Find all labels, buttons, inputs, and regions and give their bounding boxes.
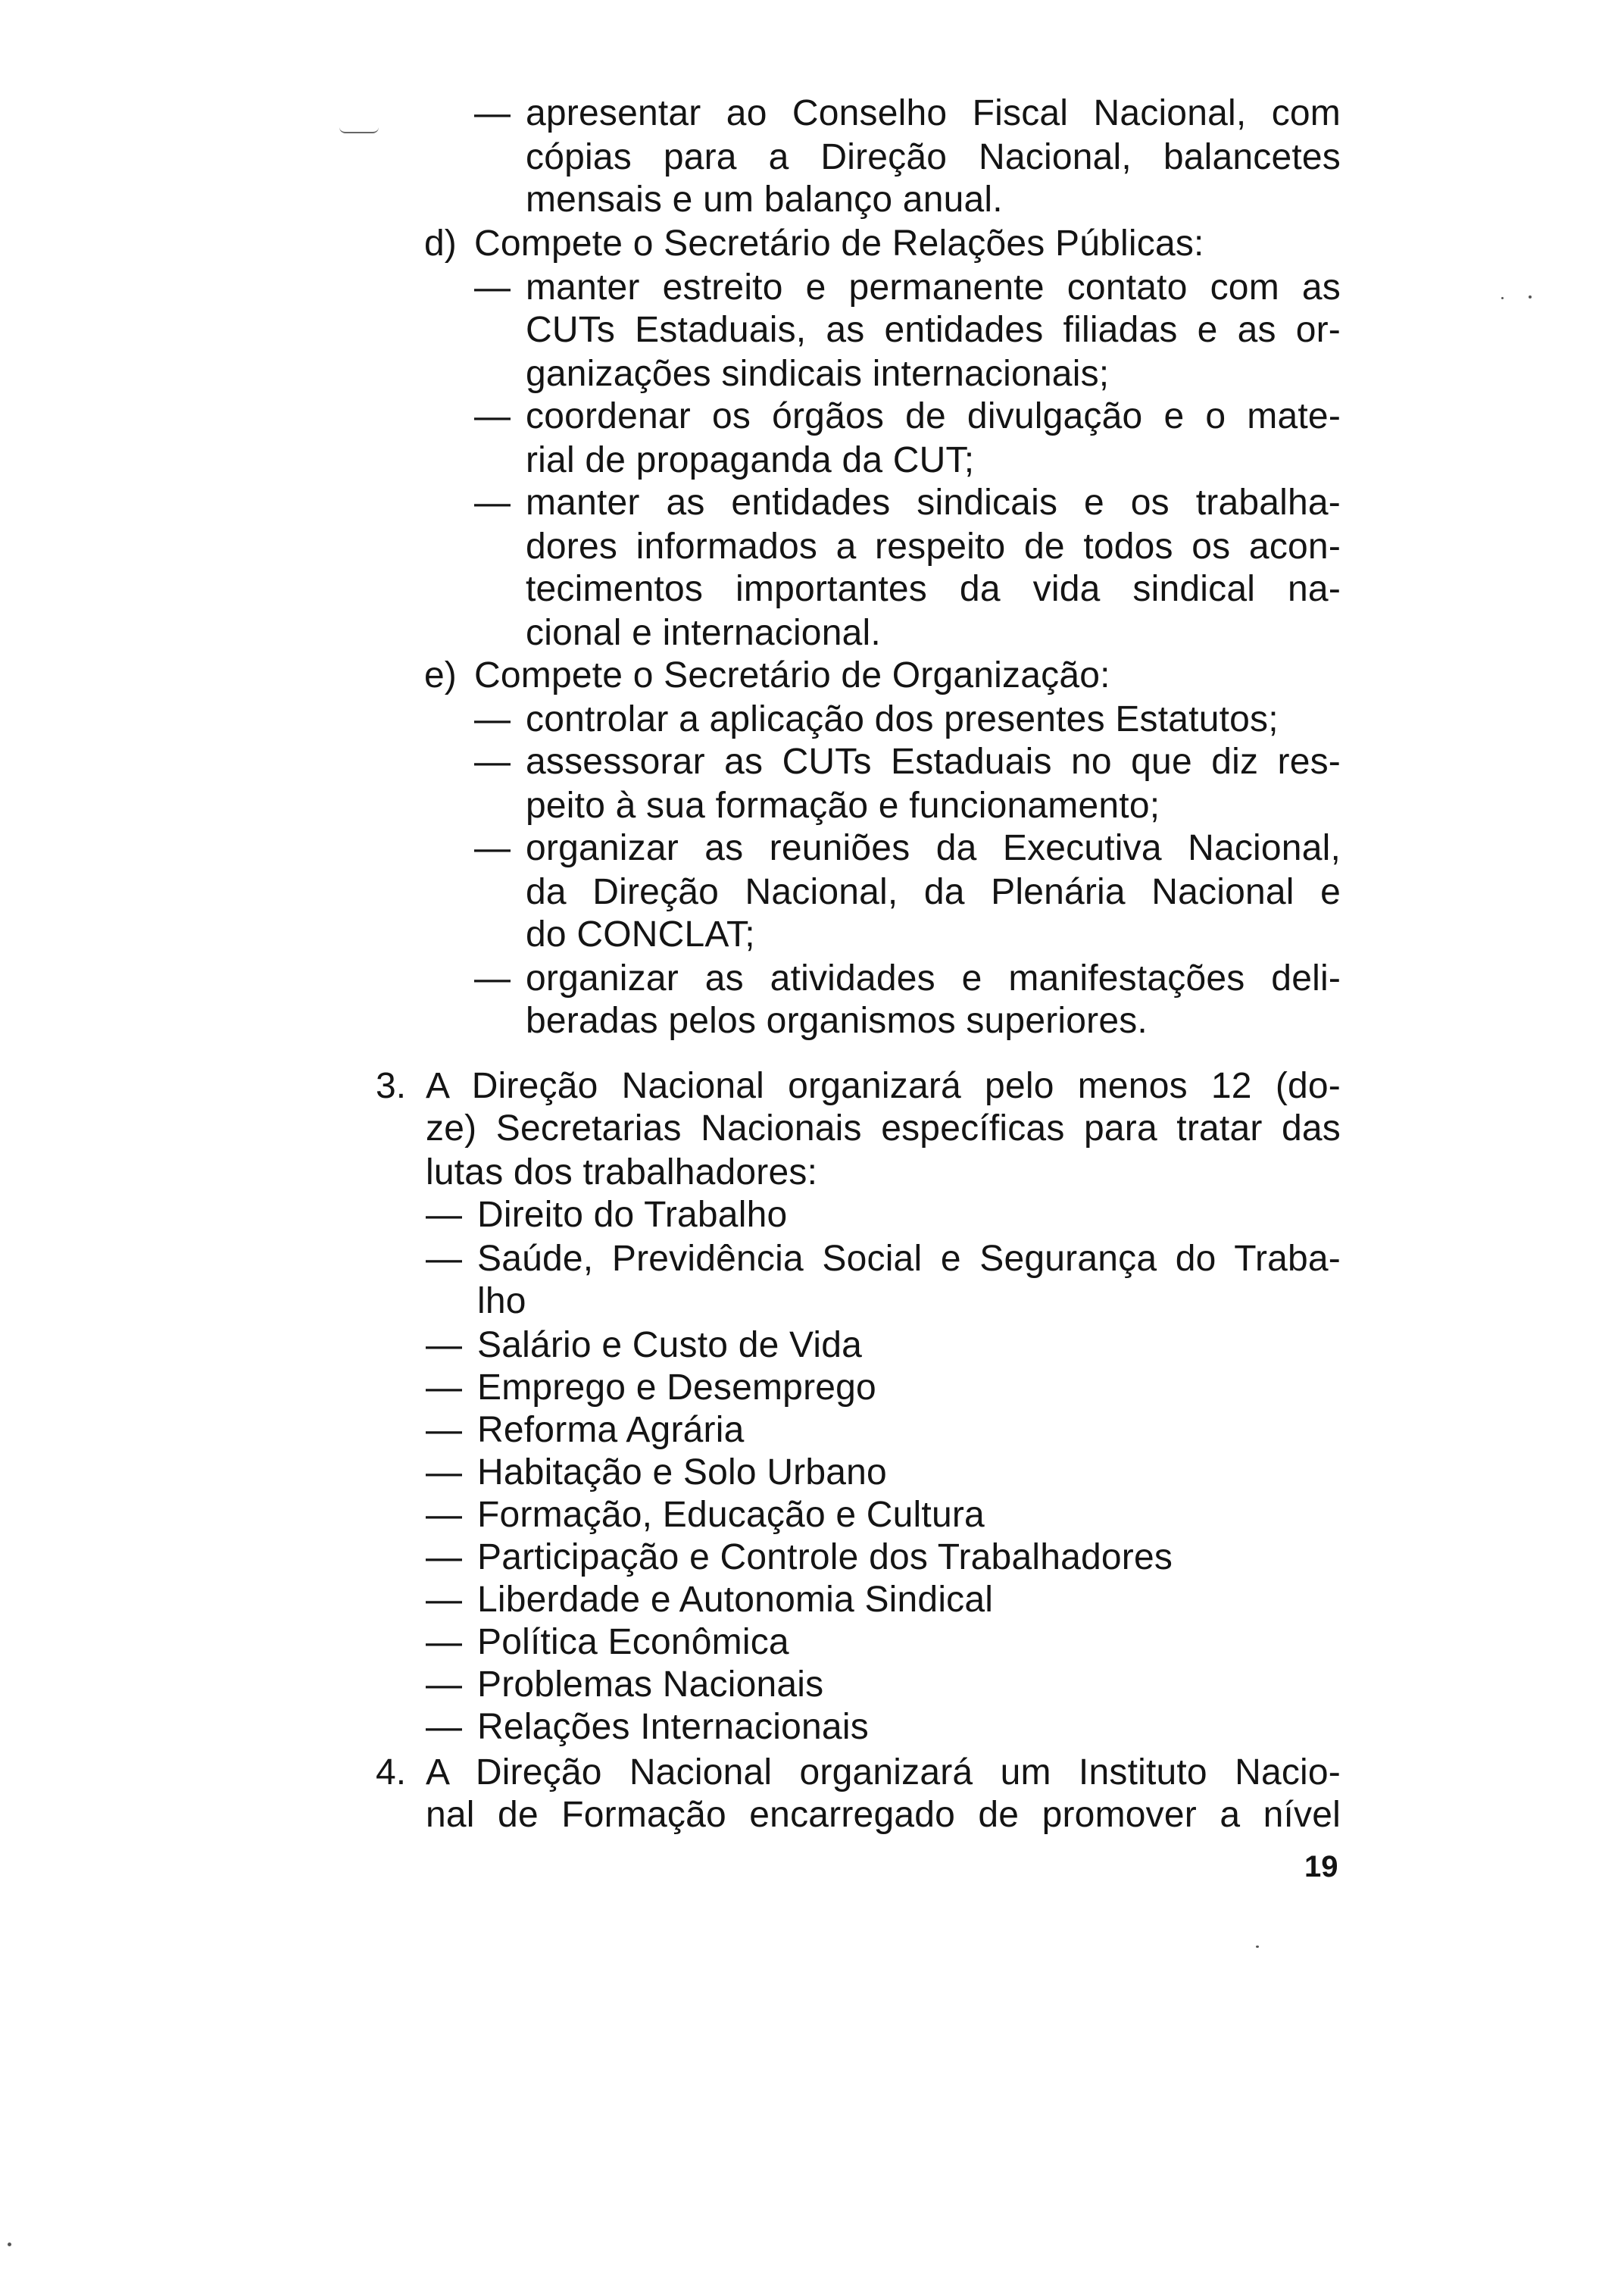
list-item-text: CUTs Estaduais, as entidades filiadas e as or- [526,310,1341,350]
list-dash: — [426,1580,462,1620]
list-dash: — [426,1495,462,1535]
list-item-text: beradas pelos organismos superiores. [526,1001,1148,1041]
page-number: 19 [1304,1850,1338,1883]
scan-mark [339,127,379,133]
item-number: 4. [376,1752,407,1792]
list-dash: — [426,1195,462,1235]
item-number: 3. [376,1066,407,1106]
list-dash: — [474,267,511,308]
list-dash: — [474,699,511,739]
list-dash: — [426,1537,462,1577]
secretariat-item: Saúde, Previdência Social e Segurança do Traba- [477,1239,1341,1279]
secretariat-item: Salário e Custo de Vida [477,1325,863,1365]
list-dash: — [474,828,511,868]
list-dash: — [474,958,511,999]
secretariat-item: Política Econômica [477,1622,789,1662]
list-item-text: controlar a aplicação dos presentes Estatutos; [526,699,1279,739]
list-dash: — [474,93,511,133]
list-dash: — [474,483,511,523]
secretariat-item: Reforma Agrária [477,1410,745,1450]
list-item-text: organizar as reuniões da Executiva Nacional, [526,828,1341,868]
secretariat-item: Emprego e Desemprego [477,1367,876,1408]
list-dash: — [426,1452,462,1492]
list-dash: — [426,1622,462,1662]
list-dash: — [474,742,511,782]
list-item-text: cional e internacional. [526,613,881,653]
scan-speck [8,2243,11,2246]
paragraph-line: ze) Secretarias Nacionais específicas para tratar das [426,1108,1341,1149]
list-item-text: manter as entidades sindicais e os trabalha- [526,483,1341,523]
list-dash: — [426,1325,462,1365]
list-item-text: tecimentos importantes da vida sindical na- [526,569,1341,609]
list-item-text: coordenar os órgãos de divulgação e o mate- [526,396,1341,436]
list-item-text: da Direção Nacional, da Plenária Nacional e [526,872,1341,912]
list-dash: — [426,1410,462,1450]
list-item-text: cópias para a Direção Nacional, balancetes [526,137,1341,177]
scan-speck [1529,295,1532,298]
list-dash: — [426,1707,462,1747]
list-item-text: peito à sua formação e funcionamento; [526,786,1160,826]
secretariat-item: Liberdade e Autonomia Sindical [477,1580,994,1620]
secretariat-item: Formação, Educação e Cultura [477,1495,985,1535]
list-item-text: apresentar ao Conselho Fiscal Nacional, com [526,93,1341,133]
paragraph-line: A Direção Nacional organizará um Instituto Nacio- [426,1752,1341,1792]
list-item-text: do CONCLAT; [526,914,755,955]
secretariat-item: Direito do Trabalho [477,1195,788,1235]
paragraph-line: lutas dos trabalhadores: [426,1152,818,1192]
secretariat-item: Relações Internacionais [477,1707,869,1747]
list-dash: — [474,396,511,436]
secretariat-item: lho [477,1281,526,1321]
secretariat-item: Participação e Controle dos Trabalhadores [477,1537,1173,1577]
list-dash: — [426,1367,462,1408]
paragraph-line: nal de Formação encarregado de promover a nível [426,1795,1341,1835]
section-heading: Compete o Secretário de Organização: [474,655,1110,695]
list-item-text: dores informados a respeito de todos os acon- [526,527,1341,567]
section-label: d) [424,223,457,264]
list-item-text: rial de propaganda da CUT; [526,440,975,480]
list-item-text: organizar as atividades e manifestações deli- [526,958,1341,999]
list-item-text: ganizações sindicais internacionais; [526,354,1110,394]
scan-speck [1501,297,1504,299]
secretariat-item: Problemas Nacionais [477,1664,824,1705]
list-item-text: assessorar as CUTs Estaduais no que diz res- [526,742,1341,782]
section-heading: Compete o Secretário de Relações Públicas: [474,223,1204,264]
section-label: e) [424,655,457,695]
list-dash: — [426,1664,462,1705]
list-item-text: mensais e um balanço anual. [526,180,1003,220]
list-dash: — [426,1239,462,1279]
secretariat-item: Habitação e Solo Urbano [477,1452,887,1492]
paragraph-line: A Direção Nacional organizará pelo menos 12 (do- [426,1066,1341,1106]
scan-speck [1256,1946,1259,1948]
list-item-text: manter estreito e permanente contato com as [526,267,1341,308]
